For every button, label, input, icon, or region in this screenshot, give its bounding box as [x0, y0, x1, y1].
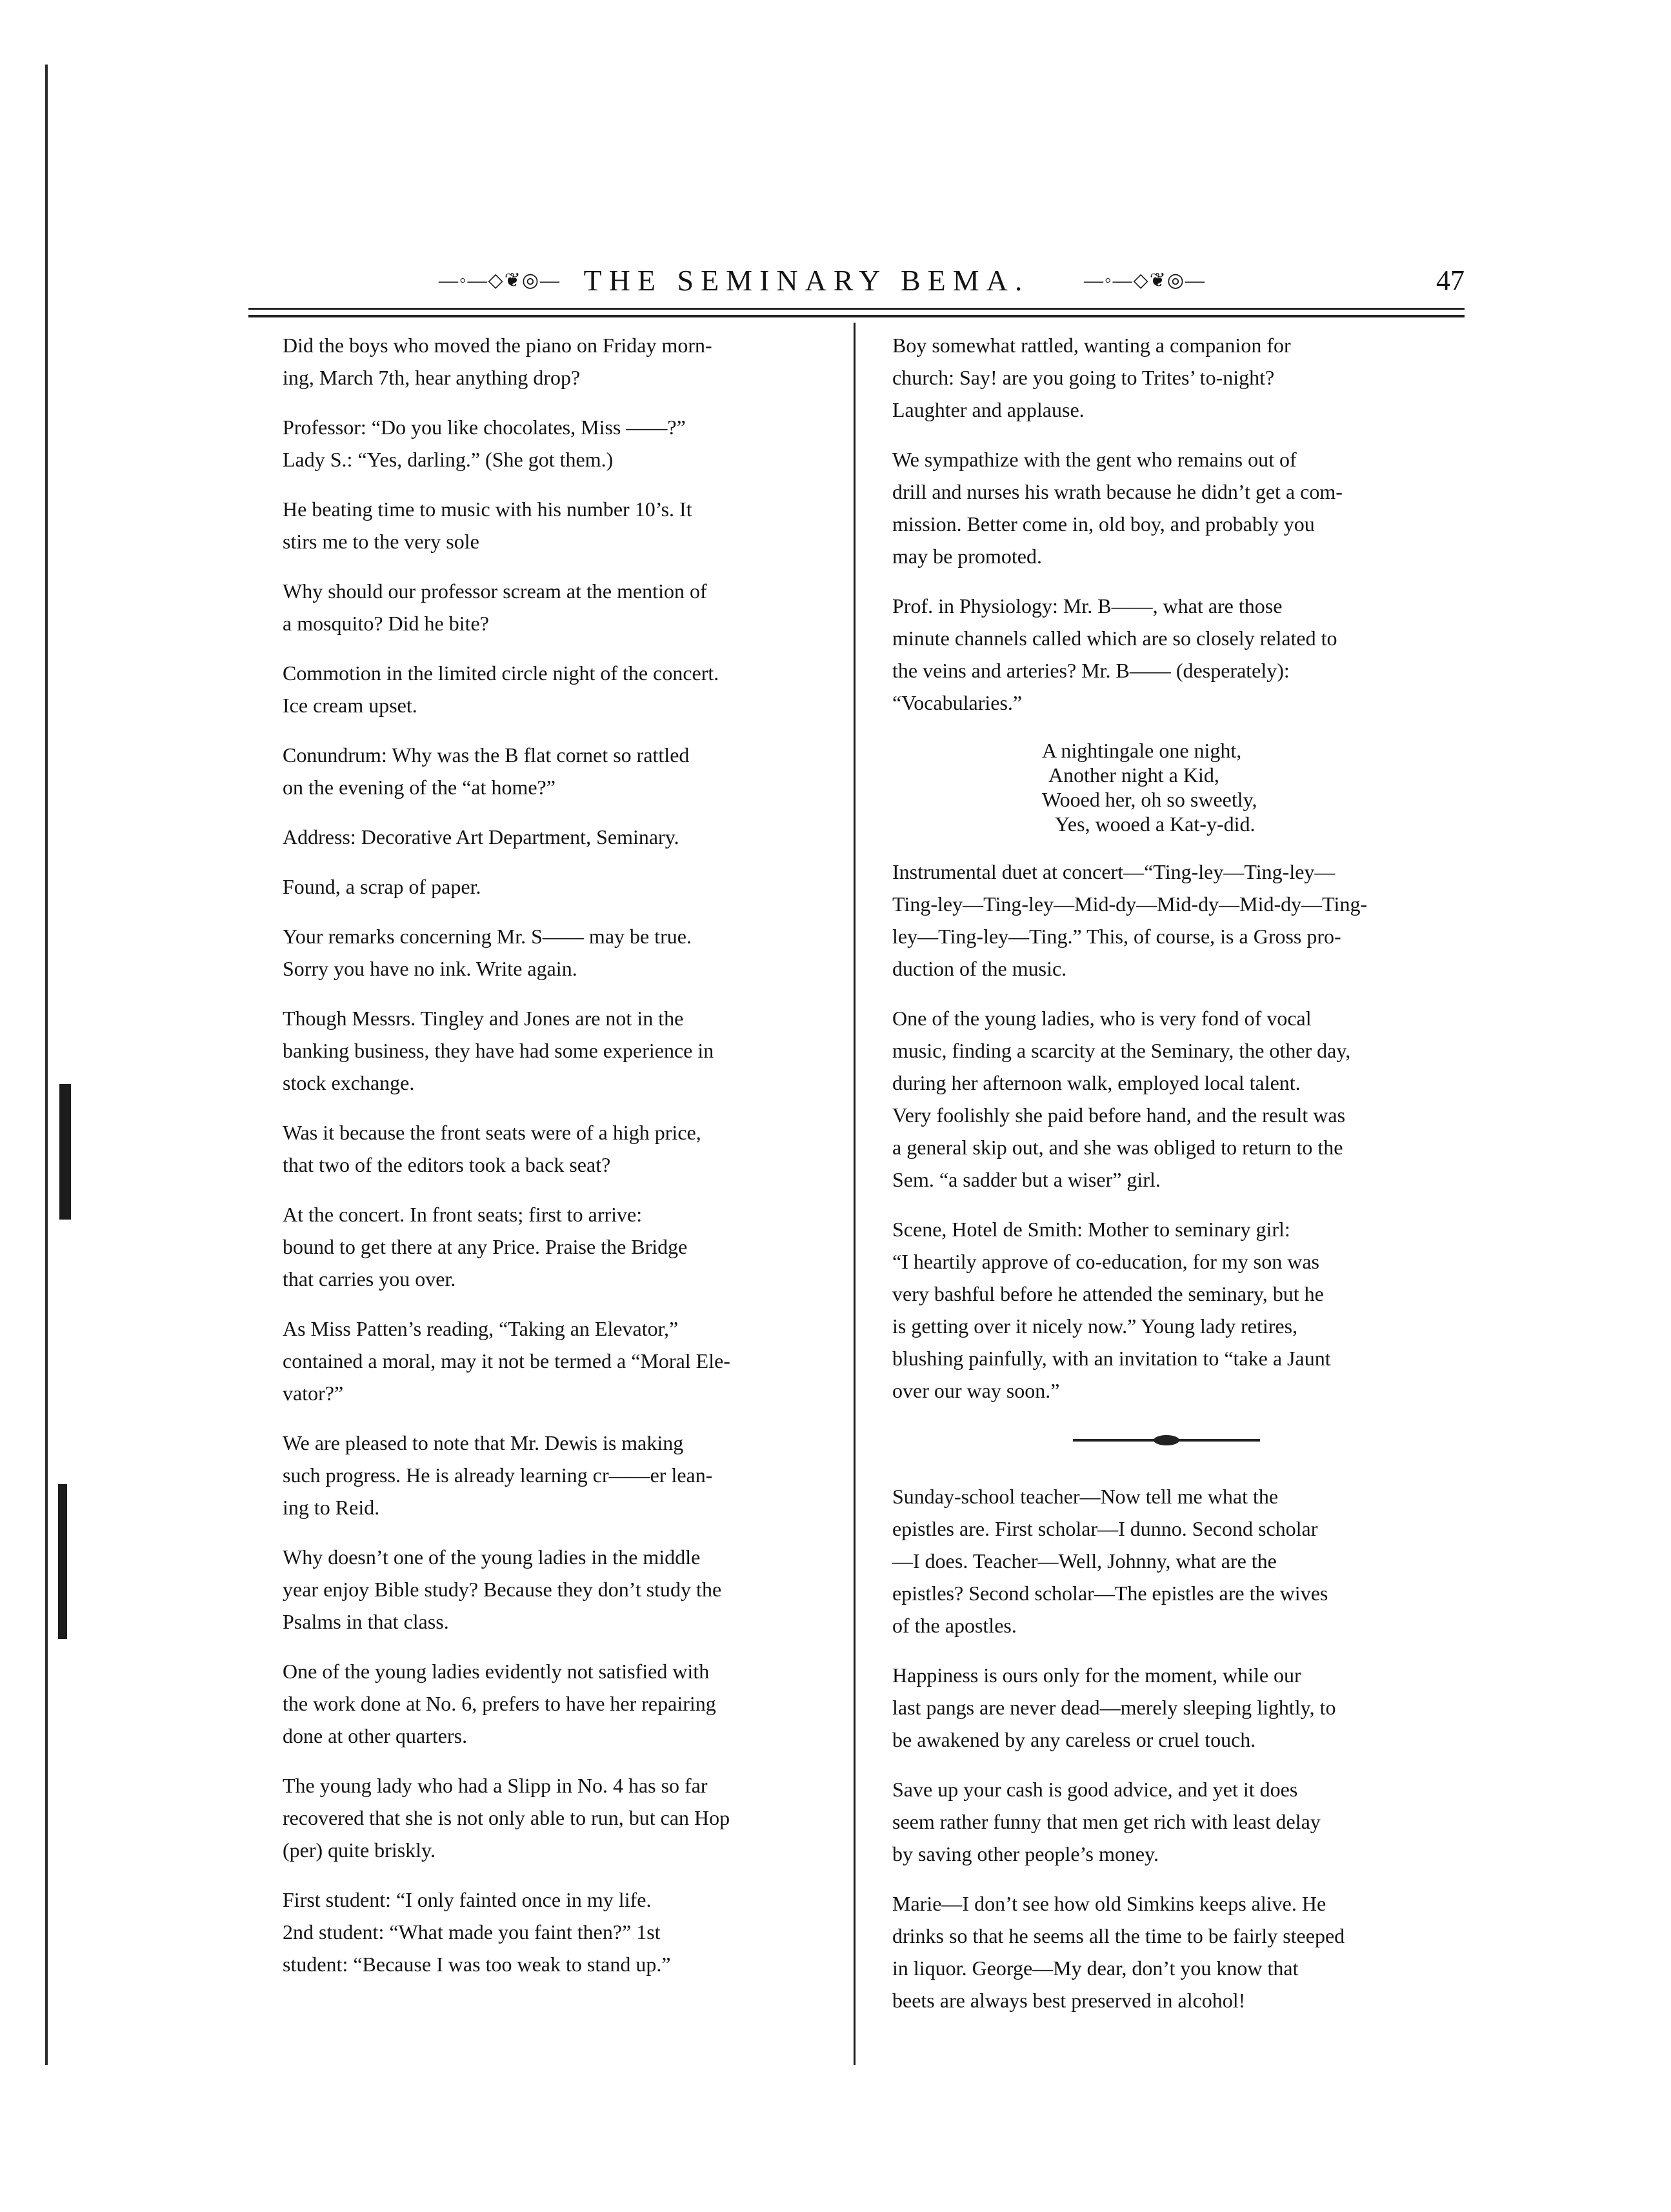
text-line: At the concert. In front seats; first to arrive: [283, 1203, 643, 1226]
text-line: during her afternoon walk, employed local talent. [892, 1071, 1301, 1094]
text-line: Happiness is ours only for the moment, while our [892, 1664, 1301, 1687]
left-column-paragraph [258, 1884, 839, 1980]
text-line: of the apostles. [892, 1614, 1017, 1637]
text-line: ing, March 7th, hear anything drop? [283, 366, 581, 389]
text-line: Why doesn’t one of the young ladies in the middle [283, 1545, 701, 1569]
page-title: THE SEMINARY BEMA. [583, 264, 1030, 297]
text-line: Commotion in the limited circle night of the concert. [283, 661, 719, 685]
left-column-paragraph [258, 493, 839, 558]
left-column-paragraph [258, 870, 839, 903]
left-column-paragraph [258, 920, 839, 985]
right-column-paragraph [868, 856, 1465, 985]
header-rule-thin [248, 308, 1465, 310]
text-line: bound to get there at any Price. Praise the Bridge [283, 1235, 688, 1258]
text-line: stirs me to the very sole [283, 530, 479, 553]
header-ornament-left: —◦—◇❦◎— [439, 270, 561, 291]
text-line: Laughter and applause. [892, 398, 1085, 421]
text-line: Very foolishly she paid before hand, and the result was [892, 1103, 1346, 1127]
text-line: music, finding a scarcity at the Seminary, the other day, [892, 1039, 1351, 1062]
text-line: a general skip out, and she was obliged to return to the [892, 1136, 1343, 1159]
text-line: may be promoted. [892, 545, 1042, 568]
left-column-paragraph [258, 739, 839, 803]
left-column-paragraph [258, 1427, 839, 1523]
right-column-paragraph [868, 1002, 1465, 1196]
right-column-paragraph [868, 590, 1465, 719]
text-line: One of the young ladies, who is very fond of vocal [892, 1007, 1312, 1030]
text-line: Save up your cash is good advice, and yet it does [892, 1778, 1298, 1801]
text-line: year enjoy Bible study? Because they don’t study the [283, 1578, 722, 1601]
text-line: minute channels called which are so closely related to [892, 627, 1337, 650]
section-separator [1073, 1439, 1260, 1442]
text-line: student: “Because I was too weak to stand up.” [283, 1953, 671, 1976]
right-column-top [868, 329, 1465, 719]
left-column-paragraph [258, 411, 839, 476]
text-line: Professor: “Do you like chocolates, Miss ——?” [283, 416, 686, 439]
text-line: mission. Better come in, old boy, and probably you [892, 512, 1315, 536]
left-column-paragraph [258, 1541, 839, 1638]
right-column-paragraph [868, 1887, 1465, 2016]
column-divider [854, 323, 856, 2065]
left-column-paragraph [258, 575, 839, 639]
text-line: that two of the editors took a back seat? [283, 1153, 611, 1176]
right-column-paragraph [868, 1659, 1465, 1756]
text-line: Your remarks concerning Mr. S—— may be true. [283, 925, 692, 948]
margin-binding-line [45, 65, 48, 2065]
text-line: be awakened by any careless or cruel touch. [892, 1728, 1256, 1751]
left-column-paragraph [258, 1198, 839, 1295]
text-line: a mosquito? Did he bite? [283, 612, 489, 635]
left-column-paragraph [258, 1312, 839, 1409]
text-line: Boy somewhat rattled, wanting a companion for [892, 334, 1291, 357]
text-line: Sorry you have no ink. Write again. [283, 957, 577, 980]
text-line: ley—Ting-ley—Ting.” This, of course, is a Gross pro- [892, 925, 1341, 948]
text-line: drinks so that he seems all the time to be fairly steeped [892, 1924, 1345, 1947]
left-column-paragraph [258, 1655, 839, 1752]
text-line: recovered that she is not only able to run, but can Hop [283, 1806, 730, 1829]
text-line: over our way soon.” [892, 1379, 1060, 1402]
text-line: Sem. “a sadder but a wiser” girl. [892, 1168, 1161, 1191]
text-line: As Miss Patten’s reading, “Taking an Elevator,” [283, 1317, 679, 1340]
left-column-paragraph [258, 821, 839, 853]
right-column-paragraph [868, 443, 1465, 572]
text-line: The young lady who had a Slipp in No. 4 has so far [283, 1774, 708, 1797]
header-ornament-right: —◦—◇❦◎— [1084, 270, 1206, 291]
right-column-bottom [868, 1480, 1465, 2016]
poem [868, 738, 1465, 836]
text-line: Found, a scrap of paper. [283, 875, 481, 898]
left-column-paragraph [258, 329, 839, 394]
text-line: ing to Reid. [283, 1496, 380, 1519]
text-line: stock exchange. [283, 1071, 415, 1094]
left-column-paragraph [258, 1769, 839, 1866]
poem-line: Yes, wooed a Kat-y-did. [1055, 812, 1256, 836]
text-line: the veins and arteries? Mr. B—— (desperately): [892, 659, 1290, 682]
page-number: 47 [1436, 265, 1465, 296]
text-line: Marie—I don’t see how old Simkins keeps alive. He [892, 1892, 1326, 1915]
right-column-paragraph [868, 329, 1465, 426]
left-column [258, 329, 839, 1998]
left-column-paragraph [258, 657, 839, 721]
text-line: drill and nurses his wrath because he didn’t get a com- [892, 480, 1343, 503]
margin-scan-mark [58, 1484, 67, 1639]
text-line: Ting-ley—Ting-ley—Mid-dy—Mid-dy—Mid-dy—Ting- [892, 892, 1368, 916]
text-line: One of the young ladies evidently not satisfied with [283, 1660, 710, 1683]
text-line: seem rather funny that men get rich with least delay [892, 1810, 1321, 1833]
right-column-paragraph [868, 1213, 1465, 1407]
text-line: Address: Decorative Art Department, Seminary. [283, 825, 679, 849]
text-line: “I heartily approve of co-education, for my son was [892, 1250, 1319, 1273]
text-line: Though Messrs. Tingley and Jones are not in the [283, 1007, 684, 1030]
right-column-middle [868, 856, 1465, 1407]
text-line: “Vocabularies.” [892, 691, 1023, 714]
text-line: —I does. Teacher—Well, Johnny, what are the [892, 1549, 1277, 1573]
text-line: vator?” [283, 1382, 344, 1405]
text-line: is getting over it nicely now.” Young lady retires, [892, 1314, 1298, 1338]
text-line: epistles? Second scholar—The epistles are the wives [892, 1582, 1328, 1605]
text-line: the work done at No. 6, prefers to have her repairing [283, 1692, 716, 1715]
text-line: contained a moral, may it not be termed a “Moral Ele- [283, 1349, 730, 1372]
text-line: on the evening of the “at home?” [283, 776, 555, 799]
left-column-paragraph [258, 1002, 839, 1099]
page-header [245, 258, 1465, 303]
right-column-paragraph [868, 1773, 1465, 1870]
text-line: Why should our professor scream at the mention of [283, 579, 707, 603]
text-line: (per) quite briskly. [283, 1838, 435, 1862]
text-line: Ice cream upset. [283, 694, 417, 717]
text-line: We are pleased to note that Mr. Dewis is making [283, 1431, 684, 1454]
text-line: by saving other people’s money. [892, 1842, 1159, 1865]
text-line: done at other quarters. [283, 1724, 468, 1747]
text-line: church: Say! are you going to Trites’ to-night? [892, 366, 1275, 389]
text-line: Was it because the front seats were of a high price, [283, 1121, 701, 1144]
text-line: 2nd student: “What made you faint then?” 1st [283, 1920, 661, 1944]
text-line: Sunday-school teacher—Now tell me what the [892, 1485, 1279, 1508]
text-line: Prof. in Physiology: Mr. B——, what are those [892, 594, 1283, 618]
right-column-paragraph [868, 1480, 1465, 1642]
poem-line: A nightingale one night, [1042, 739, 1242, 762]
text-line: epistles are. First scholar—I dunno. Second scholar [892, 1517, 1318, 1540]
text-line: Did the boys who moved the piano on Friday morn- [283, 334, 712, 357]
poem-line: Another night a Kid, [1048, 763, 1219, 787]
margin-scan-mark [59, 1084, 71, 1220]
text-line: Psalms in that class. [283, 1610, 449, 1633]
text-line: duction of the music. [892, 957, 1067, 980]
text-line: He beating time to music with his number 10’s. It [283, 498, 692, 521]
left-column-paragraph [258, 1116, 839, 1181]
text-line: First student: “I only fainted once in my life. [283, 1888, 652, 1911]
text-line: Lady S.: “Yes, darling.” (She got them.) [283, 448, 614, 471]
poem-line: Wooed her, oh so sweetly, [1042, 788, 1257, 811]
text-line: last pangs are never dead—merely sleeping lightly, to [892, 1696, 1336, 1719]
text-line: blushing painfully, with an invitation to “take a Jaunt [892, 1347, 1331, 1370]
text-line: We sympathize with the gent who remains out of [892, 448, 1297, 471]
text-line: Scene, Hotel de Smith: Mother to seminary girl: [892, 1218, 1290, 1241]
text-line: Instrumental duet at concert—“Ting-ley—Ting-ley— [892, 860, 1336, 883]
text-line: such progress. He is already learning cr——er lean- [283, 1463, 713, 1487]
text-line: beets are always best preserved in alcohol! [892, 1989, 1246, 2012]
right-column [868, 329, 1465, 2034]
text-line: banking business, they have had some experience in [283, 1039, 714, 1062]
text-line: very bashful before he attended the seminary, but he [892, 1282, 1324, 1305]
text-line: Conundrum: Why was the B flat cornet so rattled [283, 743, 690, 767]
text-line: in liquor. George—My dear, don’t you know that [892, 1956, 1299, 1980]
header-rule-thick [248, 315, 1465, 317]
text-line: that carries you over. [283, 1267, 456, 1291]
